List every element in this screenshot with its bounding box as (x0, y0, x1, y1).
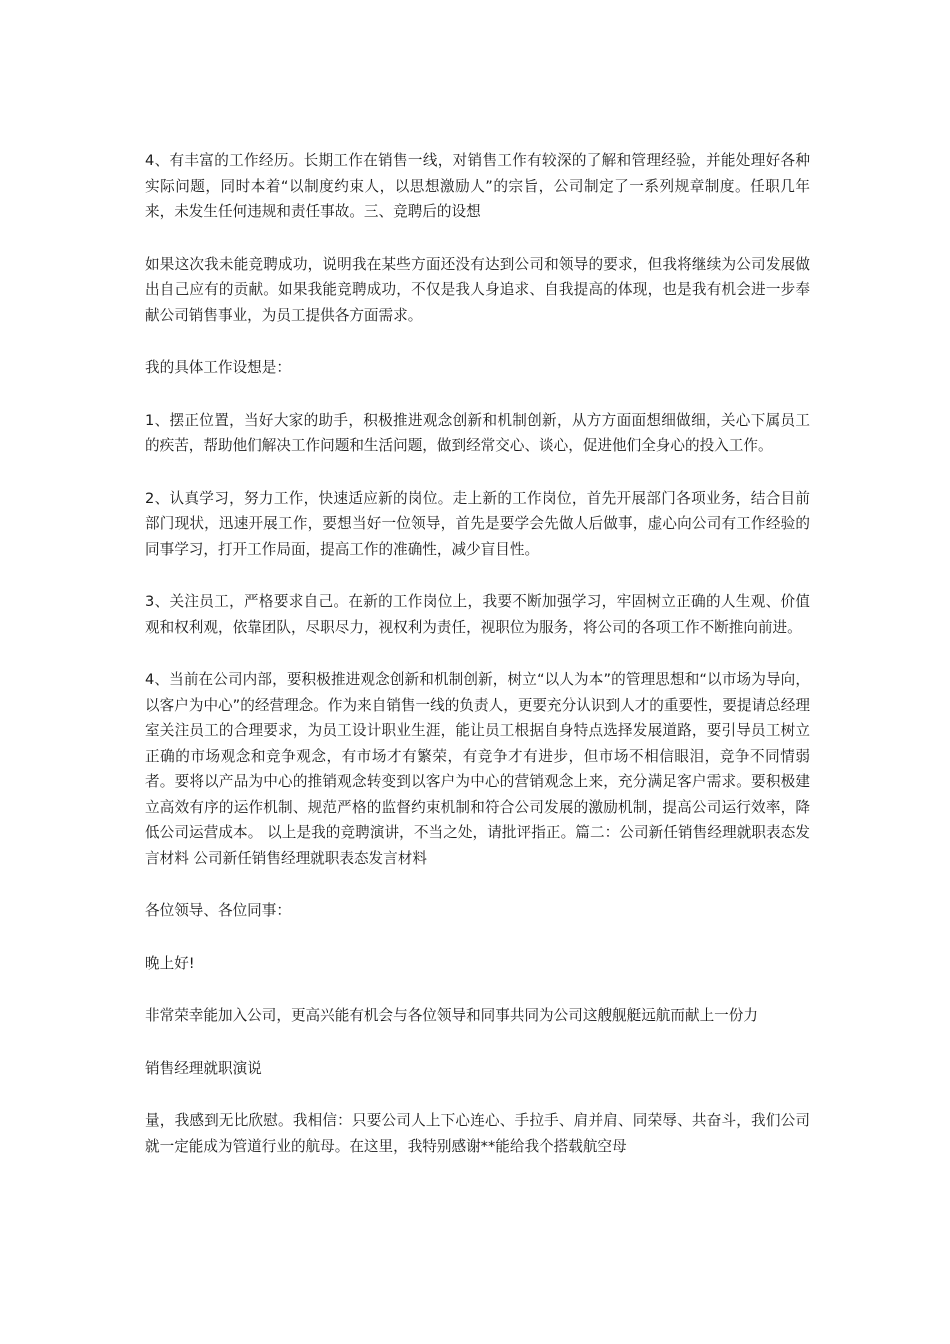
paragraph-gratitude: 量，我感到无比欣慰。我相信：只要公司人上下心连心、手拉手、肩并肩、同荣辱、共奋斗，我们公司就一定能成为管道行业的航母。在这里，我特别感谢**能给我个搭载航空母 (145, 1112, 810, 1155)
paragraph-honored: 非常荣幸能加入公司，更高兴能有机会与各位领导和同事共同为公司这艘舰艇远航而献上一份力 (145, 1007, 758, 1024)
paragraph-plan-intro: 我的具体工作设想是： (145, 359, 291, 376)
paragraph-speech-title: 销售经理就职演说 (145, 1059, 262, 1077)
paragraph-good-evening: 晚上好! (145, 954, 195, 972)
paragraph-work-experience: 4、有丰富的工作经历。长期工作在销售一线，对销售工作有较深的了解和管理经验，并能处理好各种实际问题，同时本着“以制度约束人，以思想激励人”的宗旨，公司制定了一系列规章制度。任职几年来，未发生任何违规和责任事故。三、竞聘后的设想 (145, 152, 810, 220)
document-body (145, 148, 810, 1186)
paragraph-plan-2: 2、认真学习，努力工作，快速适应新的岗位。走上新的工作岗位，首先开展部门各项业务，结合目前部门现状，迅速开展工作，要想当好一位领导，首先是要学会先做人后做事，虚心向公司有工作经验的同事学习，打开工作局面，提高工作的准确性，减少盲目性。 (145, 489, 810, 558)
paragraph-if-not-successful: 如果这次我未能竞聘成功，说明我在某些方面还没有达到公司和领导的要求，但我将继续为公司发展做出自己应有的贡献。如果我能竞聘成功，不仅是我人身追求、自我提高的体现，也是我有机会进一步奉献公司销售事业，为员工提供各方面需求。 (145, 255, 810, 324)
paragraph-plan-4: 4、当前在公司内部，要积极推进观念创新和机制创新，树立“以人为本”的管理思想和“以市场为导向，以客户为中心”的经营理念。作为来自销售一线的负责人，更要充分认识到人才的重要性，要提请总经理室关注员工的合理要求，为员工设计职业生涯，能让员工根据自身特点选择发展道路，要引导员工树立正确的市场观念和竞争观念，有市场才有繁荣，有竞争才有进步，但市场不相信眼泪，竞争不同情弱者。要将以产品为中心的推销观念转变到以客户为中心的营销观念上来，充分满足客户需求。要积极建立高效有序的运作机制、规范严格的监督约束机制和符合公司发展的激励机制，提高公司运行效率，降低公司运营成本。 以上是我的竞聘演讲，不当之处，请批评指正。篇二：公司新任销售经理就职表态发言材料 公司新任销售经理就职表态发言材料 (145, 671, 810, 867)
paragraph-plan-3: 3、关注员工，严格要求自己。在新的工作岗位上，我要不断加强学习，牢固树立正确的人生观、价值观和权利观，依靠团队，尽职尽力，视权利为责任，视职位为服务，将公司的各项工作不断推向前进。 (145, 593, 810, 636)
paragraph-greeting-audience: 各位领导、各位同事： (145, 902, 291, 919)
paragraph-plan-1: 1、摆正位置，当好大家的助手，积极推进观念创新和机制创新，从方方面面想细做细，关心下属员工的疾苦，帮助他们解决工作问题和生活问题，做到经常交心、谈心，促进他们全身心的投入工作。 (145, 411, 810, 454)
